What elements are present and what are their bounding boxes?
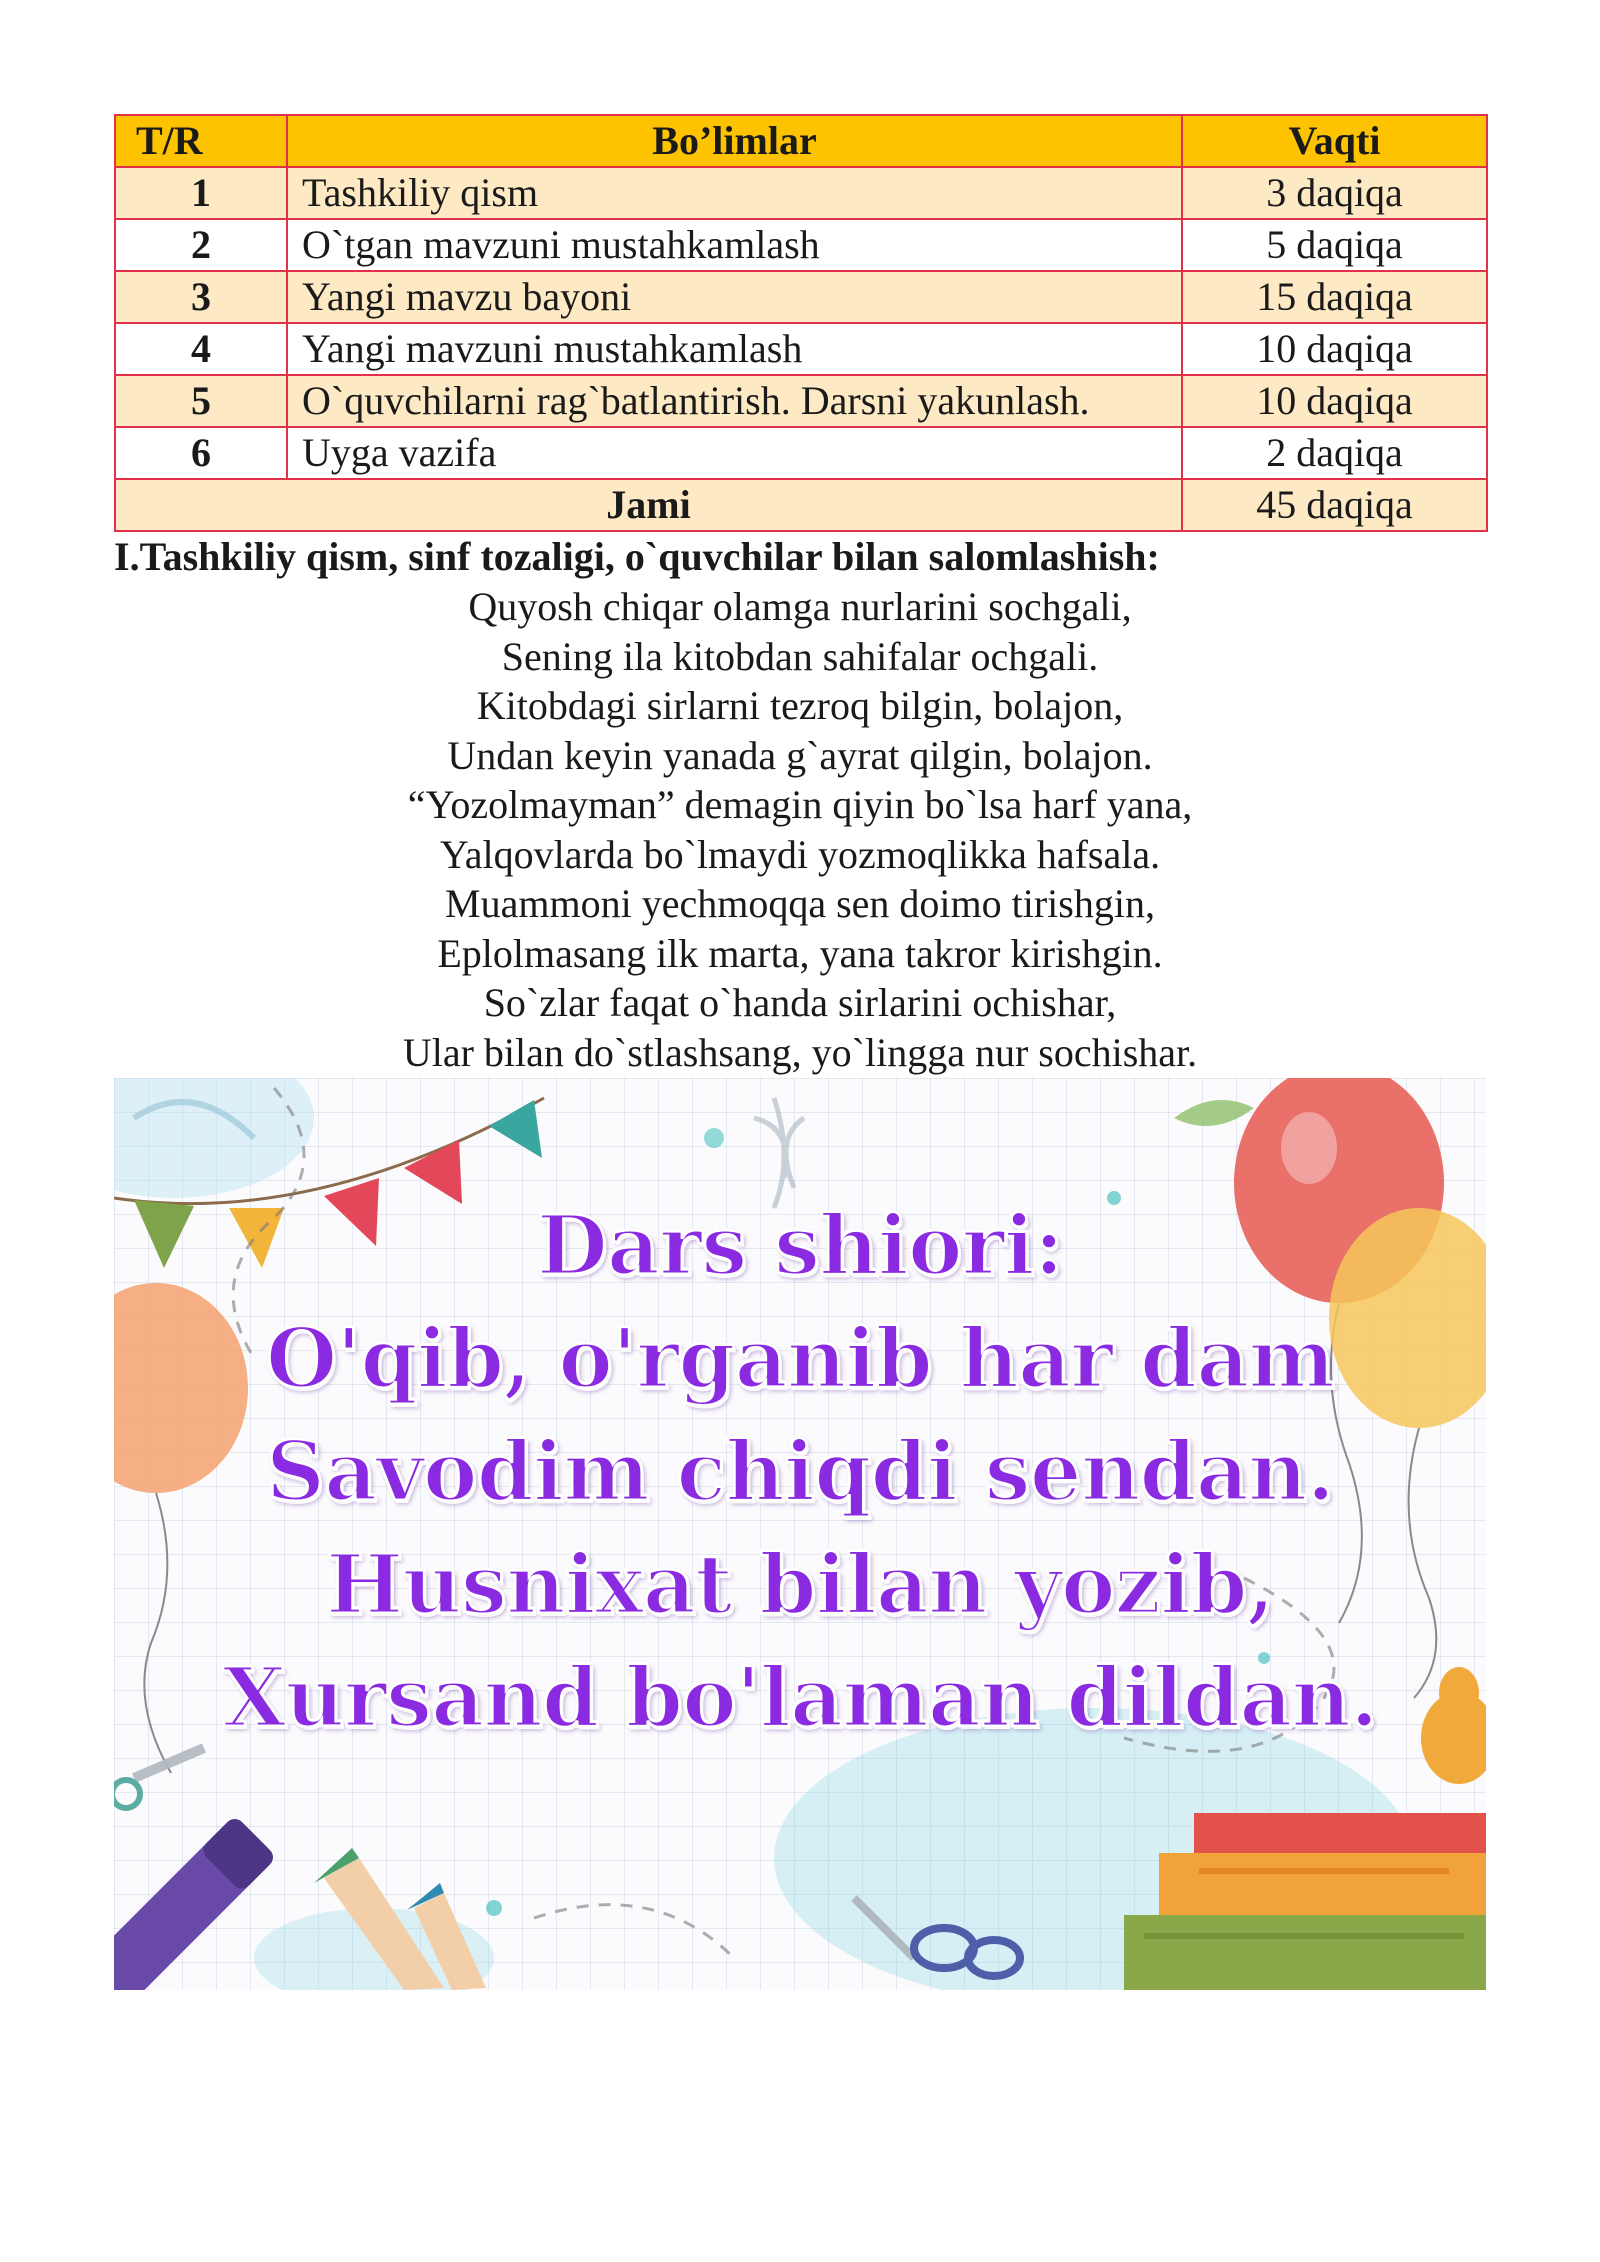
row-time: 2 daqiqa <box>1182 427 1487 479</box>
leaf-icon <box>1174 1100 1254 1126</box>
row-section: O`quvchilarni rag`batlantirish. Darsni yakunlash. <box>287 375 1182 427</box>
poem-line: Kitobdagi sirlarni tezroq bilgin, bolajon, <box>476 683 1124 728</box>
table-row <box>115 271 1487 323</box>
row-time: 3 daqiqa <box>1182 167 1487 219</box>
row-number: 1 <box>115 167 287 219</box>
scissors-icon <box>114 1748 204 1808</box>
slogan-line: Savodim chiqdi sendan. <box>265 1424 1335 1520</box>
row-number: 2 <box>115 219 287 271</box>
total-time: 45 daqiqa <box>1182 479 1487 531</box>
row-number: 6 <box>115 427 287 479</box>
section-heading: I.Tashkiliy qism, sinf tozaligi, o`quvchilar bilan salomlashish: <box>114 534 1160 579</box>
poem-line: Undan keyin yanada g`ayrat qilgin, bolajon. <box>447 732 1153 778</box>
poem-line: “Yozolmayman” demagin qiyin bo`lsa harf yana, <box>407 782 1193 827</box>
total-label: Jami <box>115 479 1182 531</box>
slogan-banner <box>114 1078 1486 1990</box>
dashed-swirl <box>534 1905 734 1958</box>
slogan-line: O'qib, o'rganib har dam <box>265 1311 1335 1407</box>
paint-dot <box>486 1900 502 1916</box>
poem-line: Sening ila kitobdan sahifalar ochgali. <box>501 633 1099 679</box>
table-row <box>115 323 1487 375</box>
balloon-highlight <box>1281 1112 1337 1184</box>
watercolor-splash <box>114 1078 314 1198</box>
row-number: 3 <box>115 271 287 323</box>
slogan-line: Husnixat bilan yozib, <box>325 1537 1275 1633</box>
table-row <box>115 375 1487 427</box>
poem-line: Yalqovlarda bo`lmaydi yozmoqlikka hafsala. <box>439 831 1161 877</box>
table-row <box>115 219 1487 271</box>
poem-line: Quyosh chiqar olamga nurlarini sochgali, <box>468 584 1132 629</box>
header-time: Vaqti <box>1182 115 1487 167</box>
poem-line: Ular bilan do`stlashsang, yo`lingga nur sochishar. <box>402 1029 1198 1075</box>
row-number: 4 <box>115 323 287 375</box>
header-sections: Bo’limlar <box>287 115 1182 167</box>
table-header-row <box>115 115 1487 167</box>
paint-dot <box>704 1128 724 1148</box>
row-section: O`tgan mavzuni mustahkamlash <box>287 219 1182 271</box>
poem-line: Eplolmasang ilk marta, yana takror kirishgin. <box>437 930 1163 976</box>
table-total-row <box>115 479 1487 531</box>
row-time: 15 daqiqa <box>1182 271 1487 323</box>
slogan-line: Dars shiori: <box>536 1198 1064 1294</box>
lesson-plan-table <box>114 114 1488 532</box>
row-time: 10 daqiqa <box>1182 323 1487 375</box>
bunting-flag-icon <box>489 1100 542 1158</box>
row-section: Tashkiliy qism <box>287 167 1182 219</box>
row-number: 5 <box>115 375 287 427</box>
poem-line: Muammoni yechmoqqa sen doimo tirishgin, <box>445 881 1155 926</box>
slogan-line: Xursand bo'laman dildan. <box>222 1650 1378 1746</box>
row-time: 10 daqiqa <box>1182 375 1487 427</box>
row-section: Yangi mavzu bayoni <box>287 271 1182 323</box>
row-section: Uyga vazifa <box>287 427 1182 479</box>
table-row <box>115 427 1487 479</box>
poem-line: So`zlar faqat o`handa sirlarini ochishar, <box>483 980 1117 1025</box>
table-row <box>115 167 1487 219</box>
row-time: 5 daqiqa <box>1182 219 1487 271</box>
row-section: Yangi mavzuni mustahkamlash <box>287 323 1182 375</box>
header-tr: T/R <box>115 115 287 167</box>
lesson-slogan <box>114 1190 1486 1755</box>
marker-icon <box>114 1815 277 1990</box>
poem <box>114 582 1486 1077</box>
